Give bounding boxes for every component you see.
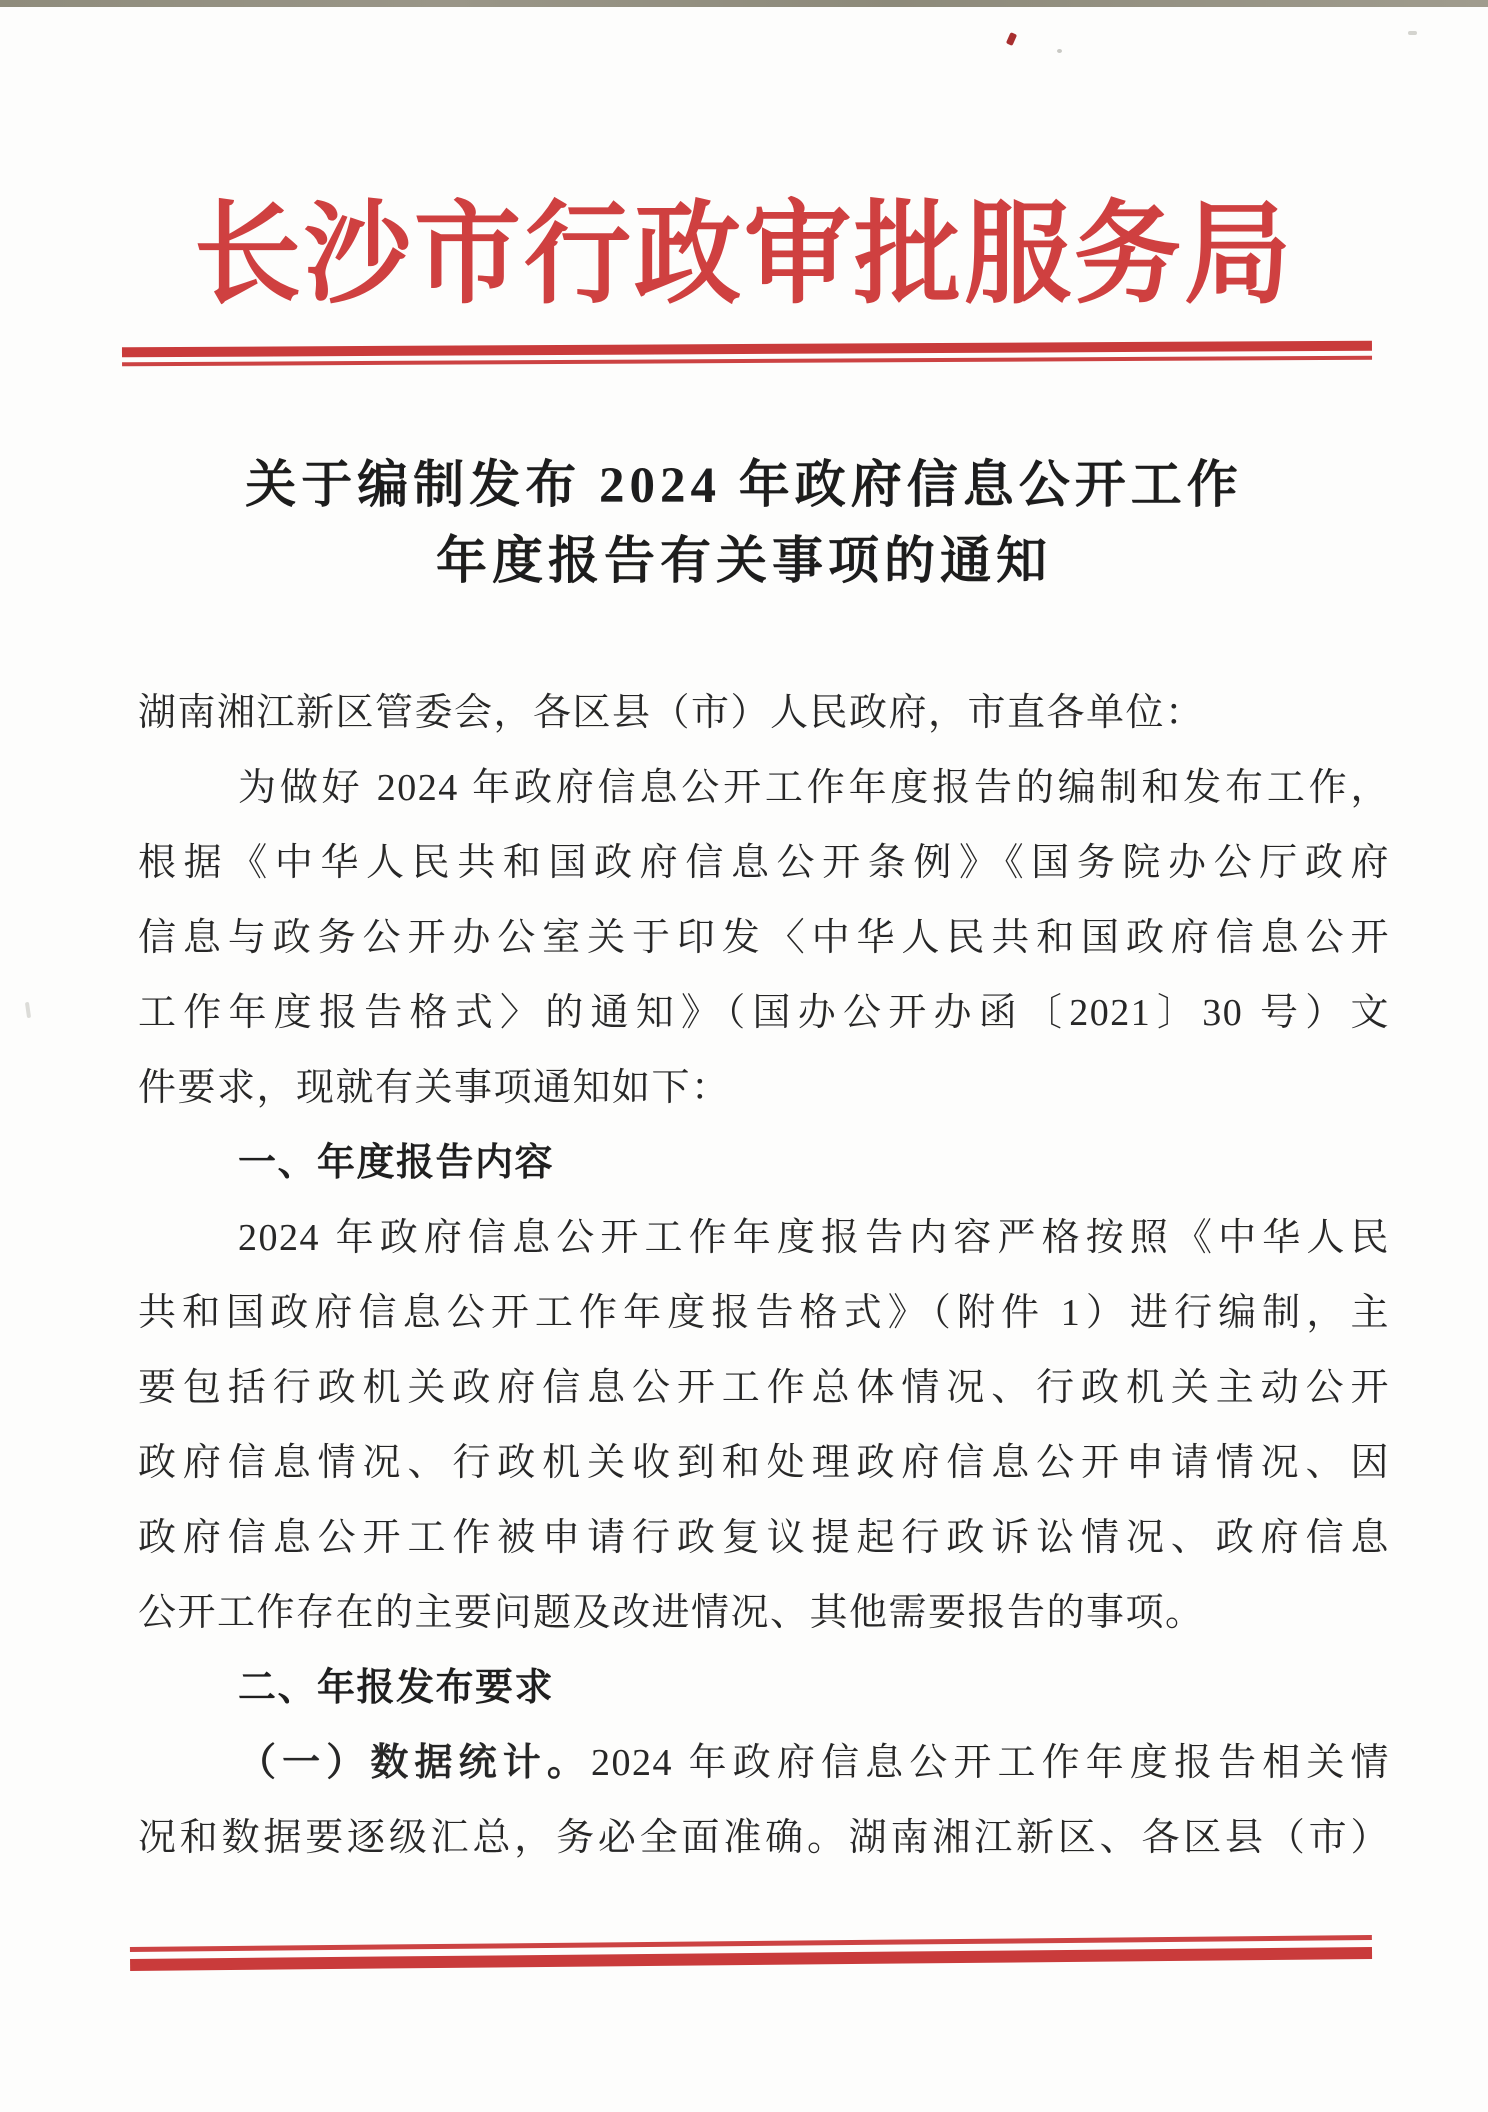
body-line: 况和数据要逐级汇总，务必全面准确。湖南湘江新区、各区县（市）: [138, 1817, 1390, 1859]
letterhead-title: 长沙市行政审批服务局: [193, 194, 1294, 318]
document-title: [0, 448, 1488, 600]
text-run: 2024 年政府信息公开工作年度报告相关情: [591, 1742, 1390, 1784]
body-line: 信息与政务公开办公室关于印发〈中华人民共和国政府信息公开: [138, 917, 1390, 959]
body-line: 政府信息情况、行政机关收到和处理政府信息公开申请情况、因: [138, 1442, 1390, 1484]
scan-edge-top: [0, 0, 1488, 7]
body-line: 为做好 2024 年政府信息公开工作年度报告的编制和发布工作，: [238, 767, 1390, 809]
body-line: 要包括行政机关政府信息公开工作总体情况、行政机关主动公开: [138, 1367, 1390, 1409]
scan-speck: [1057, 49, 1062, 53]
body-text: [138, 676, 1390, 1876]
scan-speck: [1408, 31, 1417, 35]
document-title-line2: 年度报告有关事项的通知: [435, 534, 1052, 590]
bold-run: （一）数据统计。: [238, 1742, 591, 1784]
body-line: 件要求，现就有关事项通知如下：: [138, 1067, 731, 1109]
scan-speck: [25, 1002, 31, 1018]
letterhead-double-rule: [122, 341, 1372, 367]
red-ink-speck: [1006, 32, 1017, 46]
body-line: 政府信息公开工作被申请行政复议提起行政诉讼情况、政府信息: [138, 1517, 1390, 1559]
body-line: 湖南湘江新区管委会，各区县（市）人民政府，市直各单位：: [138, 692, 1205, 734]
body-line: [138, 1726, 1390, 1801]
footer-double-rule: [130, 1935, 1372, 1971]
body-line: 共和国政府信息公开工作年度报告格式》（附件 1）进行编制，主: [138, 1292, 1390, 1334]
body-line: 二、年报发布要求: [238, 1667, 555, 1709]
body-line: 公开工作存在的主要问题及改进情况、其他需要报告的事项。: [138, 1592, 1205, 1634]
document-title-line1: 关于编制发布 2024 年政府信息公开工作: [245, 458, 1243, 514]
body-line: 一、年度报告内容: [238, 1142, 555, 1184]
rule-bar-thick: [130, 1947, 1372, 1971]
rule-bar-thin: [122, 356, 1372, 367]
rule-bar-thick: [122, 341, 1372, 358]
body-line: 2024 年政府信息公开工作年度报告内容严格按照《中华人民: [238, 1217, 1390, 1259]
body-line: 工作年度报告格式〉的通知》（国办公开办函〔2021〕30 号）文: [138, 992, 1390, 1034]
body-line: 根据《中华人民共和国政府信息公开条例》《国务院办公厅政府: [138, 842, 1390, 884]
